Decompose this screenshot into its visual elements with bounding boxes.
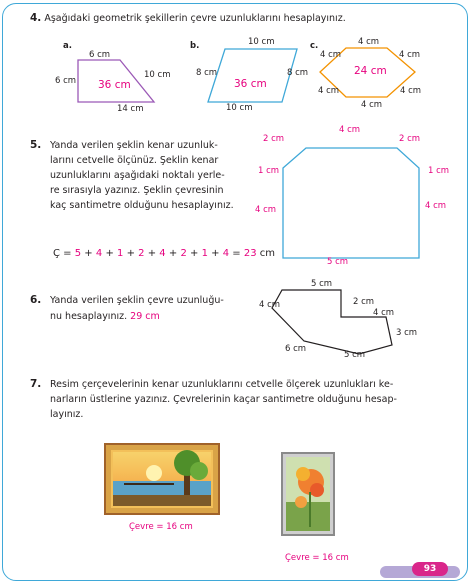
q6-bottom1-label: 6 cm bbox=[285, 344, 307, 354]
q5-equation bbox=[53, 246, 275, 261]
picture1-caption: Çevre = 16 cm bbox=[129, 522, 193, 532]
q5-topleft-label: 2 cm bbox=[263, 134, 285, 144]
q4c-answer: 24 cm bbox=[354, 65, 387, 77]
q6-vertical-label: 2 cm bbox=[353, 297, 375, 307]
q6-answer: 29 cm bbox=[130, 311, 160, 322]
q4c-top-label: 4 cm bbox=[358, 37, 380, 47]
q5-right4-label: 4 cm bbox=[425, 201, 447, 211]
eq-term: 4 bbox=[95, 248, 103, 259]
q4a-top-label: 6 cm bbox=[89, 50, 111, 60]
flower-painting bbox=[281, 452, 335, 536]
eq-plus: + bbox=[126, 248, 135, 259]
q4c-tag: c. bbox=[310, 41, 319, 51]
eq-prefix: Ç = bbox=[53, 248, 72, 259]
parallelogram-shape bbox=[208, 49, 297, 102]
q6-top-label: 5 cm bbox=[311, 279, 333, 289]
q4a-left-label: 6 cm bbox=[55, 76, 77, 86]
eq-result: 23 bbox=[243, 248, 257, 259]
eq-plus: + bbox=[84, 248, 93, 259]
q6-bottom2-label: 5 cm bbox=[344, 350, 366, 360]
house-shape bbox=[283, 148, 419, 258]
q6-text-line-1: Yanda verilen şeklin çevre uzunluğu- bbox=[50, 295, 224, 306]
eq-plus: + bbox=[105, 248, 114, 259]
landscape-painting bbox=[104, 443, 220, 515]
eq-term: 4 bbox=[222, 248, 230, 259]
q4b-top-label: 10 cm bbox=[248, 37, 275, 47]
q4c-topright-label: 4 cm bbox=[399, 50, 421, 60]
q4a-right-label: 10 cm bbox=[144, 70, 171, 80]
q6-right-label: 3 cm bbox=[396, 328, 418, 338]
eq-plus: + bbox=[211, 248, 220, 259]
q4c-topleft-label: 4 cm bbox=[320, 50, 342, 60]
landscape-painting-frame bbox=[104, 443, 220, 515]
q7-number: 7. bbox=[30, 378, 42, 390]
q6-step-label: 4 cm bbox=[373, 308, 395, 318]
eq-term: 1 bbox=[201, 248, 208, 259]
q4b-bottom-label: 10 cm bbox=[226, 103, 253, 113]
q6-left-label: 4 cm bbox=[259, 300, 281, 310]
q5-topright-label: 2 cm bbox=[399, 134, 421, 144]
q6-text-line-2 bbox=[50, 309, 160, 324]
q4c-bottomleft-label: 4 cm bbox=[318, 86, 340, 96]
picture2-caption: Çevre = 16 cm bbox=[285, 553, 349, 563]
q6-number: 6. bbox=[30, 294, 42, 306]
q4b-left-label: 8 cm bbox=[196, 68, 218, 78]
eq-unit: cm bbox=[259, 248, 276, 259]
eq-plus: + bbox=[147, 248, 157, 259]
q5-text-line-1: Yanda verilen şeklin kenar uzunluk- bbox=[50, 140, 218, 151]
page-number: 93 bbox=[412, 562, 448, 576]
q4a-tag: a. bbox=[63, 41, 72, 51]
eq-term: 1 bbox=[117, 248, 124, 259]
flower-painting-frame bbox=[281, 452, 335, 536]
q5-right1-label: 1 cm bbox=[428, 166, 450, 176]
q5-left1-label: 1 cm bbox=[258, 166, 280, 176]
q4-number: 4. bbox=[30, 12, 42, 24]
q5-number: 5. bbox=[30, 139, 42, 151]
q5-text-line-4: re sırasıyla yazınız. Şeklin çevresinin bbox=[50, 185, 224, 196]
q5-top-label: 4 cm bbox=[339, 125, 361, 135]
q4a-bottom-label: 14 cm bbox=[117, 104, 144, 114]
eq-term: 5 bbox=[74, 248, 82, 259]
eq-plus: + bbox=[190, 248, 199, 259]
q5-left4-label: 4 cm bbox=[255, 205, 277, 215]
q4a-answer: 36 cm bbox=[98, 79, 131, 91]
eq-term: 4 bbox=[159, 248, 166, 259]
eq-term: 2 bbox=[138, 248, 145, 259]
q7-text-line-2: narların üstlerine yazınız. Çevrelerinin kaçar santimetre olduğunu hesap- bbox=[50, 394, 397, 405]
q7-text-line-3: layınız. bbox=[50, 409, 84, 420]
q4c-bottom-label: 4 cm bbox=[361, 100, 383, 110]
eq-term: 2 bbox=[180, 248, 187, 259]
q4b-right-label: 8 cm bbox=[287, 68, 309, 78]
eq-plus: + bbox=[168, 248, 178, 259]
eq-equals: = bbox=[232, 248, 241, 259]
q7-text-line-1: Resim çerçevelerinin kenar uzunluklarını cetvelle ölçerek uzunlukları ke- bbox=[50, 379, 394, 390]
q4-text: Aşağıdaki geometrik şekillerin çevre uzunluklarını hesaplayınız. bbox=[44, 13, 346, 24]
q5-bottom-label: 5 cm bbox=[327, 257, 349, 267]
q4c-bottomright-label: 4 cm bbox=[400, 86, 422, 96]
q5-text-line-5: kaç santimetre olduğunu hesaplayınız. bbox=[50, 200, 234, 211]
q5-text-line-3: uzunluklarını aşağıdaki noktalı yerle- bbox=[50, 170, 225, 181]
q4b-tag: b. bbox=[190, 41, 200, 51]
q6-text: nu hesaplayınız. bbox=[50, 311, 128, 322]
q5-text-line-2: larını cetvelle ölçünüz. Şeklin kenar bbox=[50, 155, 219, 166]
q4b-answer: 36 cm bbox=[234, 78, 267, 90]
